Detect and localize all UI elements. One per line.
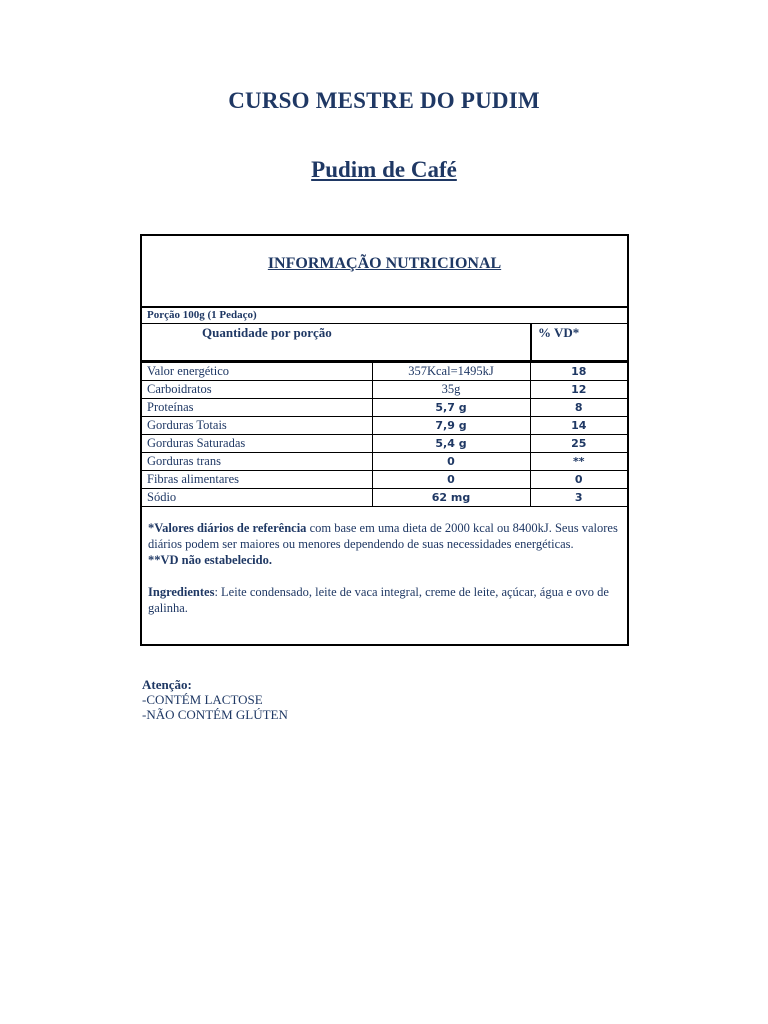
- attention-item-lactose: -CONTÉM LACTOSE: [142, 692, 263, 707]
- ingredients: [148, 584, 621, 616]
- vd-note-text: **VD não estabelecido.: [148, 553, 272, 567]
- nutrition-table: [142, 362, 627, 507]
- nutrient-vd: 14: [530, 417, 627, 435]
- nutrient-amount: 62 mg: [372, 489, 530, 507]
- nutrient-amount: 7,9 g: [372, 417, 530, 435]
- reference-note: [148, 520, 621, 552]
- nutrient-amount: 357Kcal=1495kJ: [372, 363, 530, 381]
- footnotes: [148, 520, 621, 616]
- attention-item-gluten: -NÃO CONTÉM GLÚTEN: [142, 707, 288, 722]
- nutrient-name: Gorduras Saturadas: [142, 435, 372, 453]
- table-row: [142, 435, 627, 453]
- nutrient-amount: 5,4 g: [372, 435, 530, 453]
- table-row: [142, 381, 627, 399]
- nutrient-vd: 25: [530, 435, 627, 453]
- nutrient-vd: 8: [530, 399, 627, 417]
- nutrient-vd: 12: [530, 381, 627, 399]
- nutrient-amount: 0: [372, 453, 530, 471]
- quantity-header-row: [142, 324, 627, 362]
- nutrient-vd: 3: [530, 489, 627, 507]
- table-row: [142, 363, 627, 381]
- table-row: [142, 489, 627, 507]
- header-divider: [530, 324, 532, 360]
- nutrition-facts-box: [140, 234, 629, 646]
- attention-section: [142, 677, 288, 722]
- nutrient-vd: **: [530, 453, 627, 471]
- ingredients-text: : Leite condensado, leite de vaca integral, creme de leite, açúcar, água e ovo de galinha.: [148, 585, 609, 615]
- nutrient-amount: 35g: [372, 381, 530, 399]
- document-title: CURSO MESTRE DO PUDIM: [228, 88, 540, 113]
- nutrition-title: INFORMAÇÃO NUTRICIONAL: [267, 255, 502, 272]
- nutrient-name: Gorduras Totais: [142, 417, 372, 435]
- nutrient-name: Valor energético: [142, 363, 372, 381]
- attention-label-text: Atenção:: [142, 677, 192, 692]
- nutrient-name: Proteínas: [142, 399, 372, 417]
- nutrient-amount: 5,7 g: [372, 399, 530, 417]
- quantity-header: Quantidade por porção: [202, 325, 332, 340]
- reference-note-text: com base em uma dieta de 2000 kcal ou 8400kJ. Seus valores diários podem ser maiores ou menores dependendo de suas necessidades energéticas.: [148, 521, 618, 551]
- table-row: [142, 471, 627, 489]
- portion-label: Porção 100g (1 Pedaço): [142, 308, 627, 324]
- nutrient-vd: 18: [530, 363, 627, 381]
- vd-header: % VD*: [538, 325, 580, 340]
- nutrient-name: Sódio: [142, 489, 372, 507]
- nutrient-name: Carboidratos: [142, 381, 372, 399]
- reference-note-label: *Valores diários de referência: [148, 521, 307, 535]
- nutrient-name: Gorduras trans: [142, 453, 372, 471]
- nutrient-amount: 0: [372, 471, 530, 489]
- nutrition-title-section: [142, 236, 627, 308]
- table-row: [142, 399, 627, 417]
- ingredients-label: Ingredientes: [148, 585, 215, 599]
- recipe-title: Pudim de Café: [311, 157, 457, 182]
- table-row: [142, 453, 627, 471]
- vd-note: [148, 552, 621, 568]
- nutrient-vd: 0: [530, 471, 627, 489]
- attention-label: [142, 677, 288, 692]
- table-row: [142, 417, 627, 435]
- nutrient-name: Fibras alimentares: [142, 471, 372, 489]
